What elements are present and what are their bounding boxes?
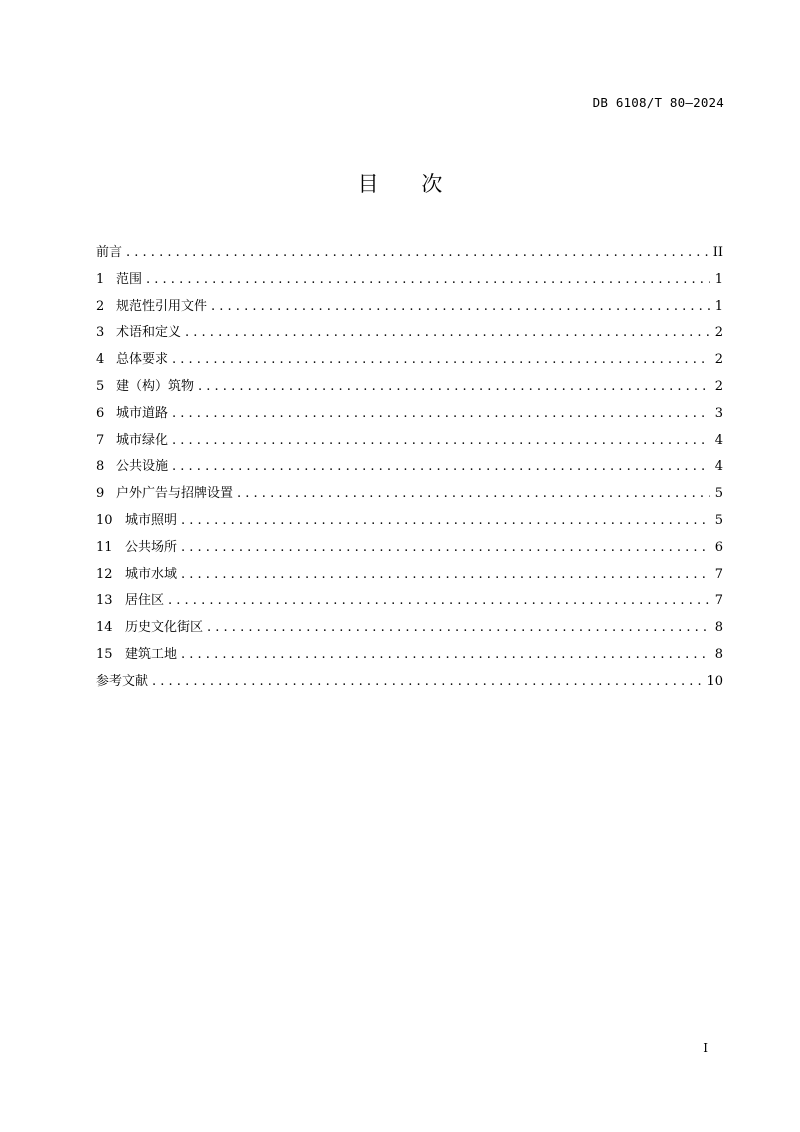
toc-dot-leader	[152, 669, 701, 696]
toc-entry-12[interactable]	[96, 562, 723, 589]
toc-entry-4[interactable]	[96, 347, 723, 374]
toc-entry-label: 城市照明	[125, 512, 178, 528]
toc-entry-5[interactable]	[96, 374, 723, 401]
toc-entry-number: 2	[96, 298, 105, 314]
toc-entry-number: 1	[96, 271, 105, 287]
toc-entry-page: 2	[714, 352, 723, 368]
toc-entry-10[interactable]	[96, 508, 723, 535]
toc-entry-page: 7	[714, 566, 723, 582]
toc-dot-leader	[146, 267, 710, 294]
toc-dot-leader	[172, 428, 710, 455]
toc-entry-9[interactable]	[96, 481, 723, 508]
toc-entry-label: 居住区	[125, 593, 165, 609]
toc-entry-label: 术语和定义	[116, 325, 182, 341]
toc-entry-number: 10	[96, 512, 113, 528]
toc-dot-leader	[211, 294, 710, 321]
toc-entry-6[interactable]	[96, 401, 723, 428]
toc-entry-label: 历史文化街区	[125, 620, 204, 636]
toc-dot-leader	[172, 347, 710, 374]
toc-entry-3[interactable]	[96, 320, 723, 347]
toc-entry-2[interactable]	[96, 294, 723, 321]
toc-entry-page: 5	[714, 486, 723, 502]
toc-entry-page: 3	[714, 405, 723, 421]
toc-entry-page: 8	[714, 646, 723, 662]
toc-dot-leader	[198, 374, 710, 401]
toc-entry-page: 7	[714, 593, 723, 609]
toc-dot-leader	[181, 562, 710, 589]
toc-title: 目 次	[357, 172, 461, 196]
toc-entry-label: 总体要求	[116, 352, 169, 368]
toc-entry-number: 15	[96, 646, 113, 662]
toc-entry-page: 2	[714, 325, 723, 341]
toc-dot-leader	[172, 454, 710, 481]
toc-entry-label: 城市绿化	[116, 432, 169, 448]
toc-entry-15[interactable]	[96, 642, 723, 669]
toc-entry-number: 4	[96, 352, 105, 368]
toc-entry-label: 户外广告与招牌设置	[116, 486, 234, 502]
toc-entry-label: 公共场所	[125, 539, 178, 555]
toc-entry-page: 8	[714, 620, 723, 636]
toc-entry-page: 4	[714, 459, 723, 475]
document-code: DB 6108/T 80—2024	[592, 95, 724, 110]
toc-entry-page: 1	[714, 298, 723, 314]
toc-entry-page: 2	[714, 378, 723, 394]
toc-entry-number: 12	[96, 566, 113, 582]
toc-entry-number: 9	[96, 486, 105, 502]
toc-entry-8[interactable]	[96, 454, 723, 481]
toc-entry-number: 7	[96, 432, 105, 448]
toc-entry-11[interactable]	[96, 535, 723, 562]
toc-entry-14[interactable]	[96, 615, 723, 642]
toc-entry-1[interactable]	[96, 267, 723, 294]
toc-dot-leader	[172, 401, 710, 428]
toc-dot-leader	[181, 508, 710, 535]
toc-entry-13[interactable]	[96, 588, 723, 615]
toc-entry-number: 14	[96, 620, 113, 636]
toc-entry-label: 公共设施	[116, 459, 169, 475]
toc-dot-leader	[168, 588, 710, 615]
toc-entry-number: 8	[96, 459, 105, 475]
toc-entry-page: 6	[714, 539, 723, 555]
toc-entry-label: 建筑工地	[125, 646, 178, 662]
toc-entry-label: 规范性引用文件	[116, 298, 208, 314]
toc-dot-leader	[207, 615, 710, 642]
toc-entry-label: 参考文献	[96, 673, 149, 689]
toc-entry-number: 13	[96, 593, 113, 609]
toc-entry-page: 10	[706, 673, 723, 689]
page-number: I	[703, 1041, 708, 1055]
toc-entry-foreword[interactable]	[96, 240, 723, 267]
toc-entry-page: 5	[714, 512, 723, 528]
toc-entry-page: 4	[714, 432, 723, 448]
toc-dot-leader	[181, 535, 710, 562]
toc-entry-label: 前言	[96, 245, 123, 260]
toc-entry-label: 城市道路	[116, 405, 169, 421]
toc-entry-7[interactable]	[96, 428, 723, 455]
toc-dot-leader	[126, 240, 708, 267]
toc-entry-references[interactable]	[96, 669, 723, 696]
toc-entry-number: 6	[96, 405, 105, 421]
toc-dot-leader	[237, 481, 710, 508]
toc-dot-leader	[181, 642, 710, 669]
table-of-contents	[96, 240, 723, 696]
toc-entry-number: 5	[96, 378, 105, 394]
toc-entry-number: 11	[96, 539, 113, 555]
toc-entry-label: 建（构）筑物	[116, 378, 195, 394]
toc-entry-label: 城市水域	[125, 566, 178, 582]
toc-dot-leader	[185, 320, 710, 347]
toc-entry-page: 1	[714, 271, 723, 287]
toc-entry-page: II	[712, 245, 723, 260]
toc-entry-number: 3	[96, 325, 105, 341]
toc-entry-label: 范围	[116, 271, 143, 287]
